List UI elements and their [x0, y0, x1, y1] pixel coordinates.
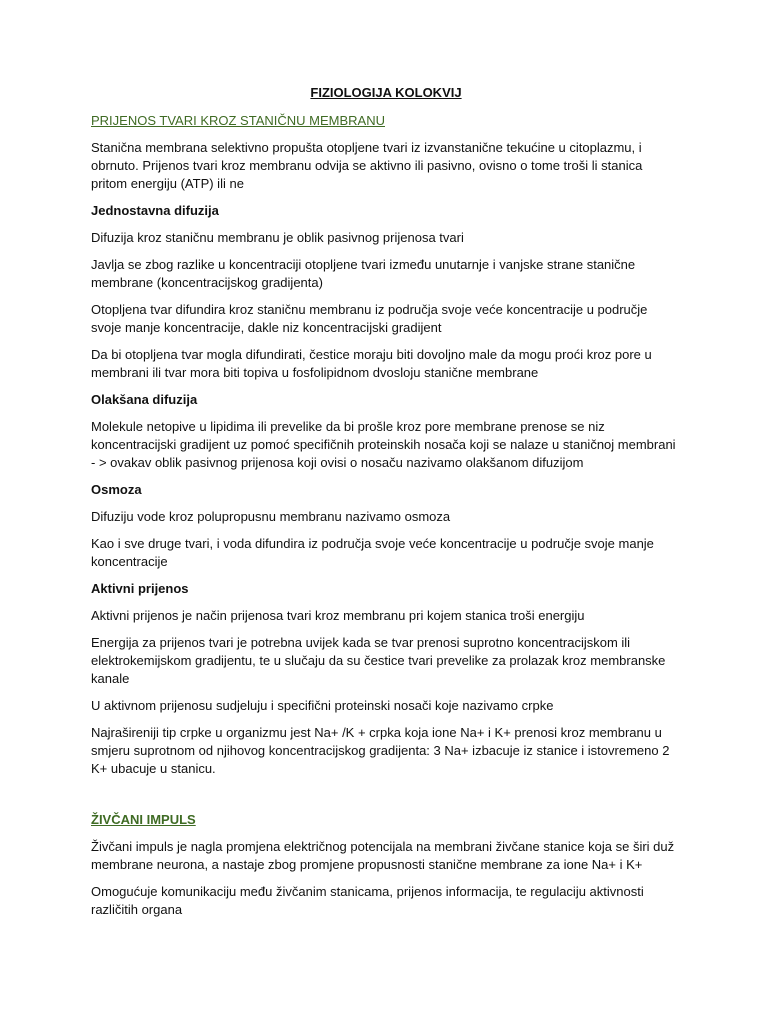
subheading-facilitated-diffusion: Olakšana difuzija [91, 392, 198, 407]
document-title: FIZIOLOGIJA KOLOKVIJ [310, 85, 462, 100]
section-heading-nerve-impulse: ŽIVČANI IMPULS [91, 812, 196, 827]
paragraph: U aktivnom prijenosu sudjeluju i specifični proteinski nosači koje nazivamo crpke [91, 698, 554, 713]
section-heading-membrane-transport: PRIJENOS TVARI KROZ STANIČNU MEMBRANU [91, 113, 385, 128]
paragraph: Difuziju vode kroz polupropusnu membranu nazivamo osmoza [91, 509, 451, 524]
paragraph: Kao i sve druge tvari, i voda difundira iz područja svoje veće koncentracije u područje svoje manje koncentracije [91, 536, 654, 569]
paragraph: Energija za prijenos tvari je potrebna uvijek kada se tvar prenosi suprotno koncentracijskom ili elektrokemijskom gradijentu, te u slučaju da su čestice tvari prevelike za prolazak kroz membranske kanale [91, 635, 666, 686]
paragraph-intro: Stanična membrana selektivno propušta otopljene tvari iz izvanstanične tekućine u citoplazmu, i obrnuto. Prijenos tvari kroz membranu odvija se aktivno ili pasivno, ovisno o tome troši li stanica pritom energiju (ATP) ili ne [91, 140, 643, 191]
section-spacer [91, 787, 681, 811]
subheading-osmosis: Osmoza [91, 482, 142, 497]
paragraph: Otopljena tvar difundira kroz staničnu membranu iz područja svoje veće koncentracije u područje svoje manje koncentracije, dakle niz koncentracijski gradijent [91, 302, 648, 335]
paragraph: Živčani impuls je nagla promjena električnog potencijala na membrani živčane stanice koja se širi duž membrane neurona, a nastaje zbog promjene propusnosti stanične membrane za ione Na+ i K+ [91, 839, 675, 872]
subheading-active-transport: Aktivni prijenos [91, 581, 189, 596]
paragraph: Omogućuje komunikaciju među živčanim stanicama, prijenos informacija, te regulaciju aktivnosti različitih organa [91, 884, 644, 917]
paragraph: Javlja se zbog razlike u koncentraciji otopljene tvari između unutarnje i vanjske strane stanične membrane (koncentracijskog gradijenta) [91, 257, 636, 290]
paragraph: Difuzija kroz staničnu membranu je oblik pasivnog prijenosa tvari [91, 230, 464, 245]
subheading-simple-diffusion: Jednostavna difuzija [91, 203, 219, 218]
document-body [91, 84, 681, 928]
paragraph: Molekule netopive u lipidima ili prevelike da bi prošle kroz pore membrane prenose se niz koncentracijski gradijent uz pomoć specifičnih proteinskih nosača koji se nalaze u staničnoj membrani - > ovakav oblik pasivnog prijenosa koji ovisi o nosaču nazivamo olakšanom difuzijom [91, 419, 676, 470]
paragraph: Aktivni prijenos je način prijenosa tvari kroz membranu pri kojem stanica troši energiju [91, 608, 585, 623]
paragraph: Najrašireniji tip crpke u organizmu jest Na+ /K + crpka koja ione Na+ i K+ prenosi kroz membranu u smjeru suprotnom od njihovog koncentracijskog gradijenta: 3 Na+ izbacuje iz stanice i istovremeno 2 K+ ubacuje u stanicu. [91, 725, 670, 776]
paragraph: Da bi otopljena tvar mogla difundirati, čestice moraju biti dovoljno male da mogu proći kroz pore u membrani ili tvar mora biti topiva u fosfolipidnom dvosloju stanične membrane [91, 347, 652, 380]
